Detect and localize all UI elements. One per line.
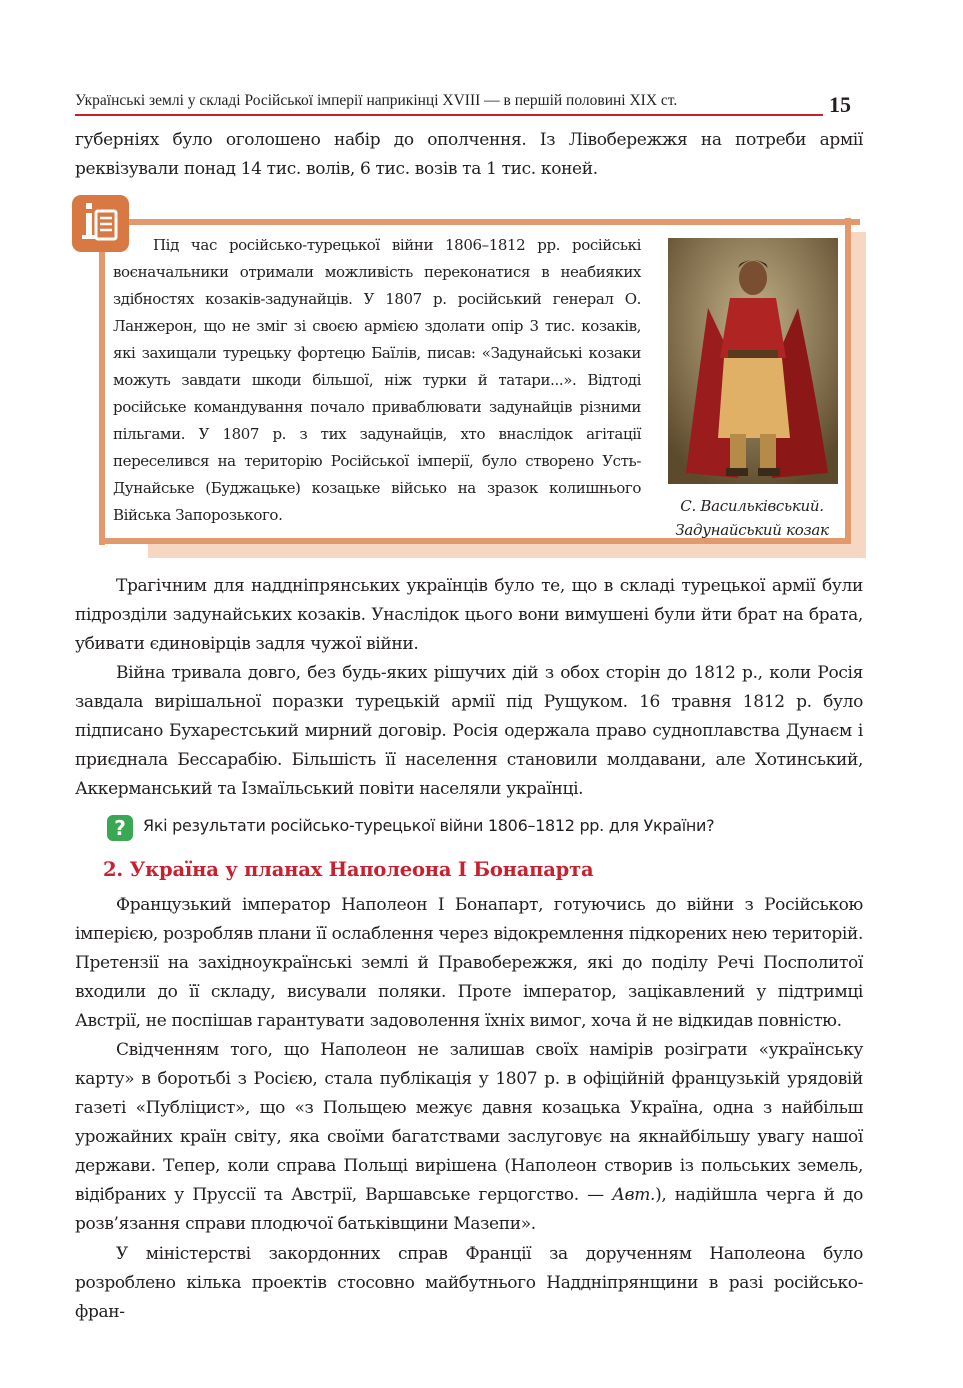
intro-paragraph: губерніях було оголошено набір до ополчення. Із Лівобережжя на потреби армії реквізували понад 14 тис. волів, 6 тис. возів та 1 тис. коней.: [75, 130, 863, 179]
section-heading: 2. Україна у планах Наполеона І Бонапарта: [103, 858, 594, 881]
caption-author: С. Васильківський.: [680, 497, 824, 515]
caption-title: Задунайський козак: [675, 521, 829, 539]
section-paragraph-2: [75, 1036, 863, 1239]
page-number: 15: [829, 92, 851, 117]
section-paragraph-2-end: ), надійшла черга й до розв’язання справи плодючої батьківщини Мазепи».: [75, 1185, 863, 1234]
info-box-left-border: [99, 245, 105, 545]
section-paragraph-2-start: Свідченням того, що Наполеон не залишав своїх намірів розіграти «українську карту» в боротьбі з Росією, стала публікація у 1807 р. в офіційній французькій урядовій газеті «Публіцист», що «з Польщею межує давня козацька Україна, одна з найбільш урожайних країн світу, яка своїми багатствами заслуговує на якнайбільшу увагу нашої держави. Тепер, коли справа Польщі вирішена (Наполеон створив із польських земель, відібраних у Пруссії та Австрії, Варшавське герцогство. —: [75, 1040, 863, 1205]
question-icon: ?: [107, 815, 133, 841]
section-paragraph-3: У міністерстві закордонних справ Франції за дорученням Наполеона було розроблено кілька проектів стосовно майбутнього Наддніпрянщини в разі російсько-фран-: [75, 1244, 863, 1322]
cossack-portrait-image: [668, 238, 838, 484]
paragraph-2: Війна тривала довго, без будь-яких рішучих дій з обох сторін до 1812 р., коли Росія завдала вирішальної поразки турецькій армії під Рущуком. 16 травня 1812 р. було підписано Бухарестський мирний договір. Росія одержала право судноплавства Дунаєм і приєднала Бессарабію. Більшість її населення становили молдавани, але Хотинський, Аккерманський та Ізмаїльський повіти населяли українці.: [75, 663, 863, 799]
author-abbreviation: Авт.: [612, 1185, 656, 1205]
running-title: Українські землі у складі Російської імперії наприкінці XVIII — в першій половині XIX ст.: [75, 92, 678, 109]
info-box-top-border: [124, 219, 860, 225]
section-paragraph-1: Французький імператор Наполеон І Бонапарт, готуючись до війни з Російською імперією, розробляв плани її ослаблення через відокремлення підкорених нею територій. Претензії на західноукраїнські землі й Правобережжя, які до поділу Речі Посполитої входили до її складу, висували поляки. Проте імператор, зацікавлений у підтримці Австрії, не поспішав гарантувати задоволення їхніх вимог, хоча й не відкидав повністю.: [75, 895, 863, 1031]
header-rule: [75, 114, 823, 116]
paragraph-1: Трагічним для наддніпрянських українців було те, що в складі турецької армії були підрозділи задунайських козаків. Унаслідок цього вони вимушені були йти брат на брата, убивати єдиновірців задля чужої війни.: [75, 576, 863, 654]
question-text: Які результати російсько-турецької війни 1806–1812 рр. для України?: [143, 816, 715, 835]
portrait-caption: [652, 494, 852, 542]
running-header: [75, 90, 825, 116]
info-box-text: Під час російсько-турецької війни 1806–1812 рр. російські воєначальники отримали можливість переконатися в неабияких здібностях козаків-задунайців. У 1807 р. російський генерал О. Ланжерон, що не зміг зі своєю армією здолати опір 3 тис. козаків, які захищали турецьку фортецю Баїлів, писав: «Задунайські козаки можуть завдати шкоди більшої, ніж турки й татари...». Відтоді російське командування почало приваблювати задунайців різними пільгами. У 1807 р. з тих задунайців, хто внаслідок агітації переселився на територію Російської імперії, було створено Усть-Дунайське (Буджацьке) козацьке військо на зразок колишнього Війська Запорозького.: [113, 236, 641, 524]
